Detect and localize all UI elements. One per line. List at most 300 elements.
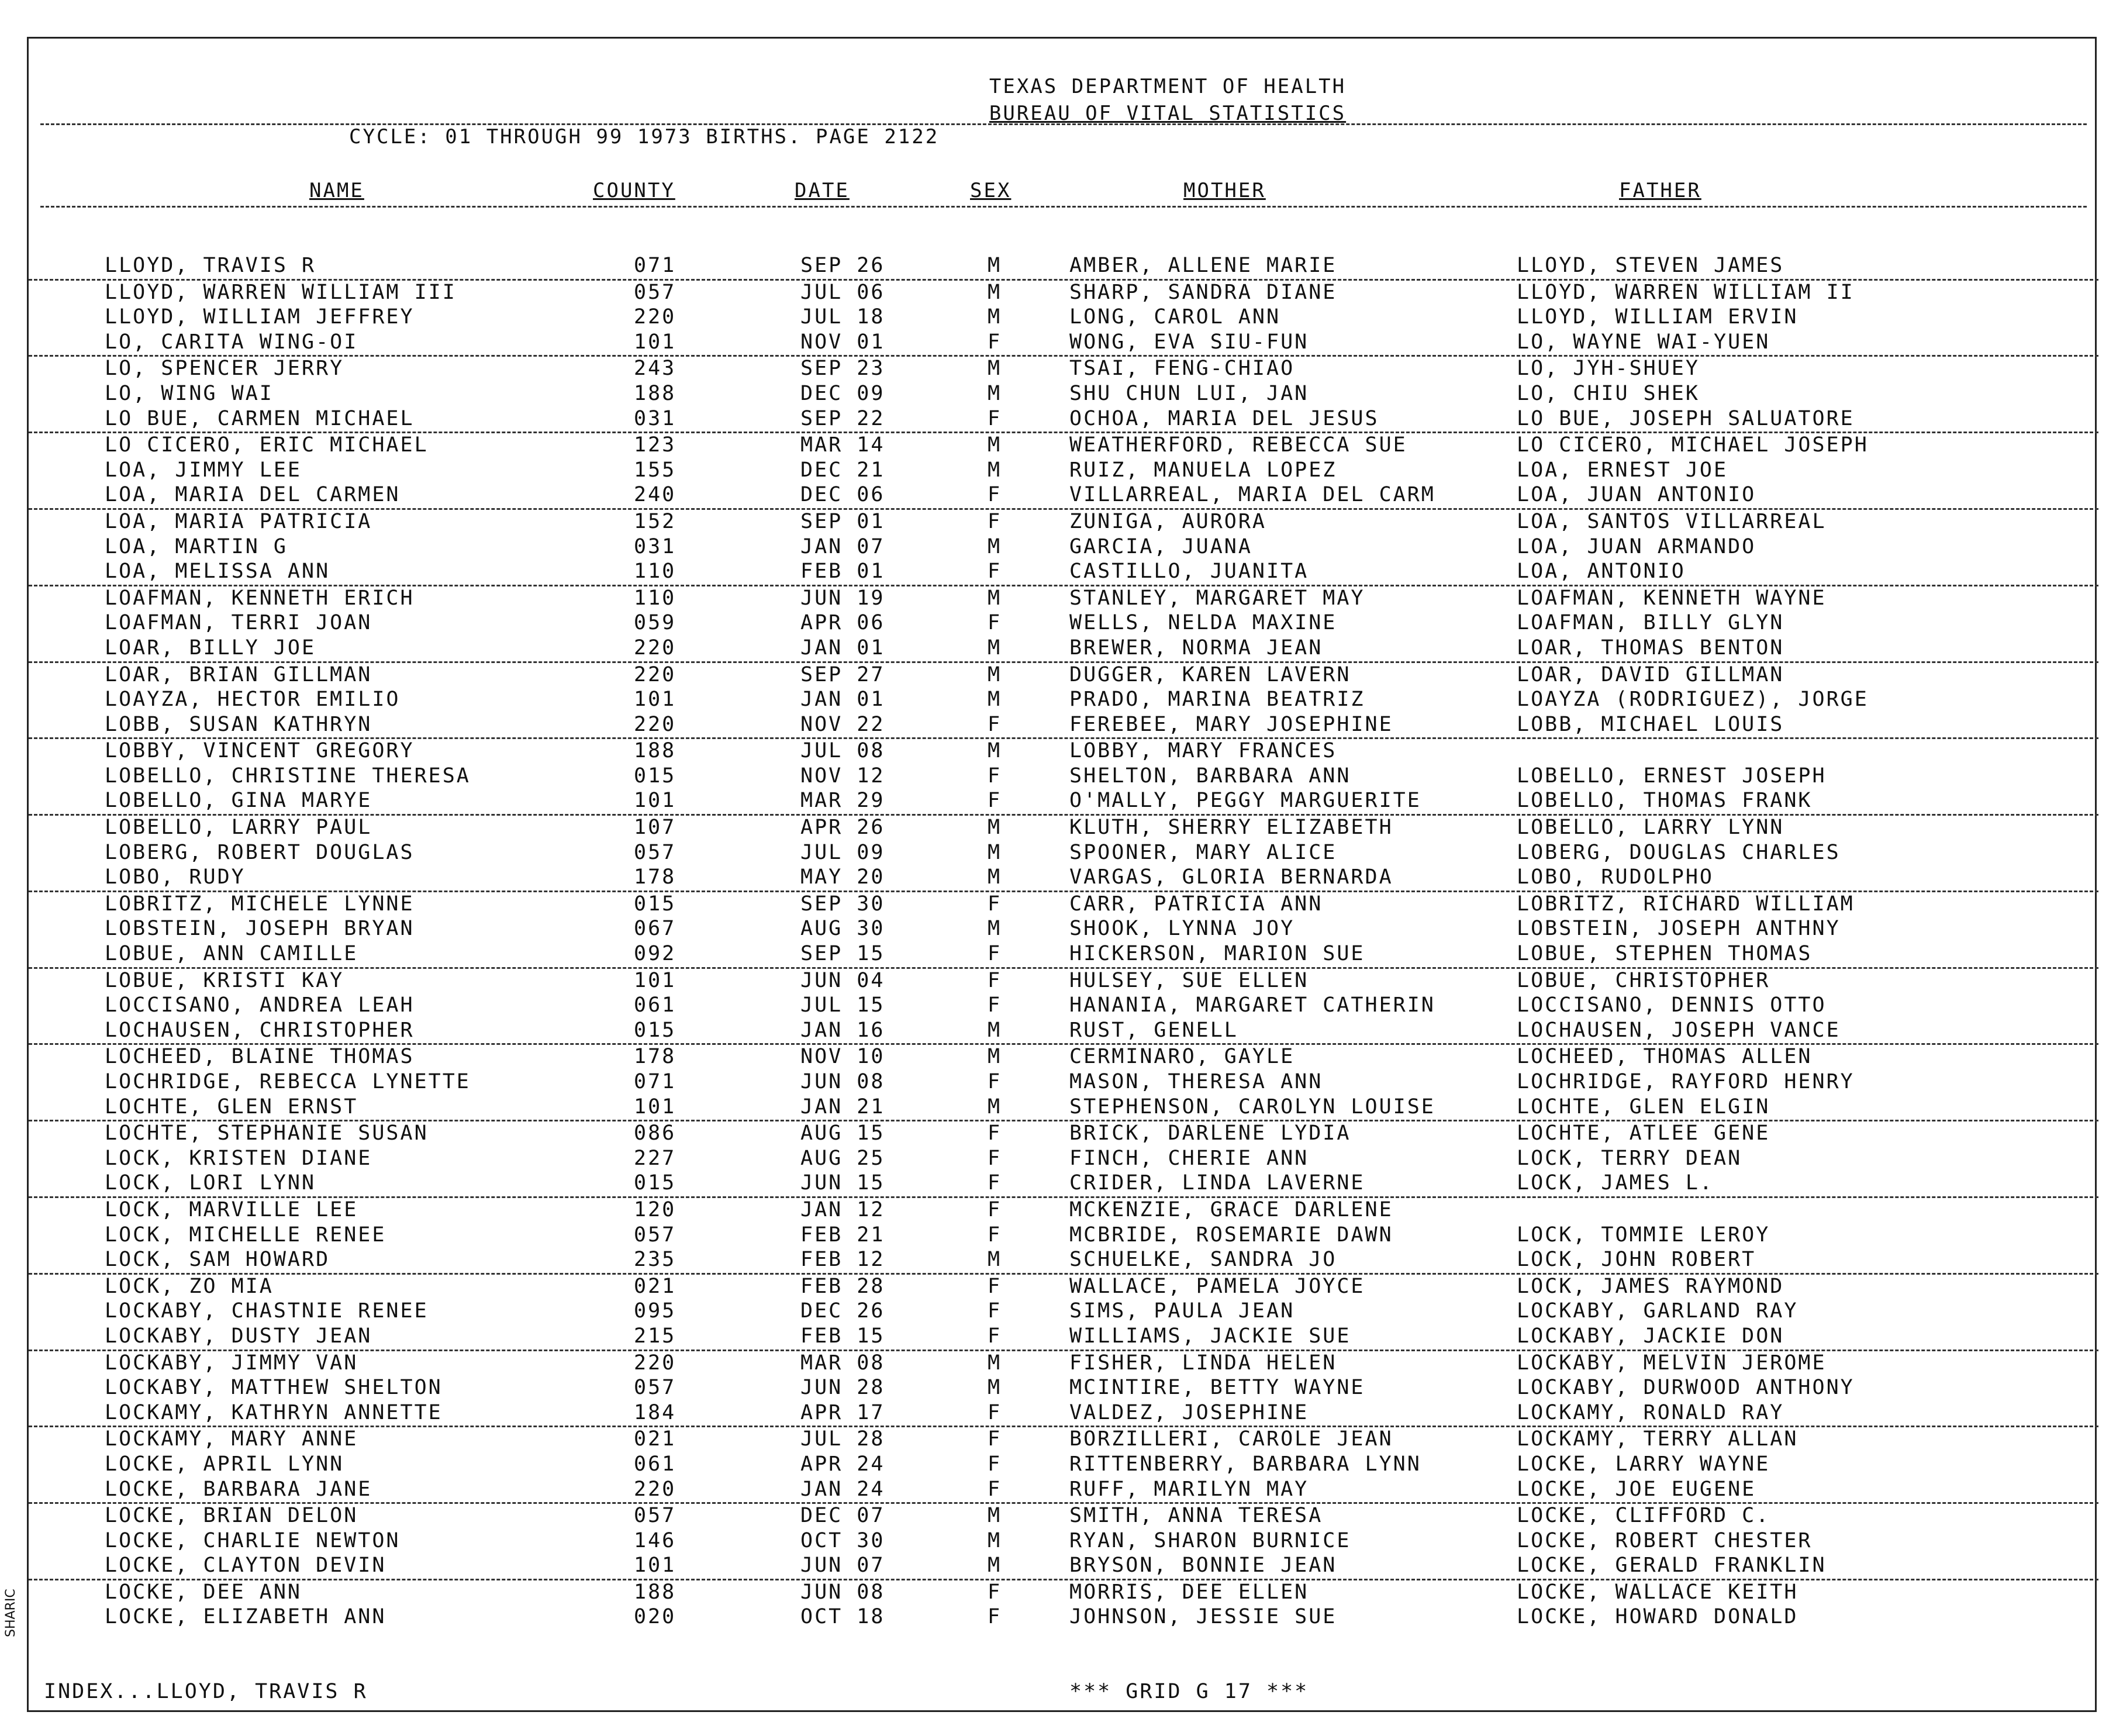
- cell-mother: CERMINARO, GAYLE: [1069, 1045, 1295, 1069]
- cell-sex: F: [988, 611, 1002, 635]
- cell-date: SEP 01: [800, 509, 885, 533]
- cell-sex: M: [988, 1095, 1002, 1119]
- cell-sex: F: [988, 560, 1002, 584]
- cell-sex: F: [988, 1605, 1002, 1629]
- cell-name: LOAFMAN, TERRI JOAN: [105, 611, 372, 635]
- cell-date: NOV 10: [800, 1045, 885, 1069]
- cell-name: LOBELLO, CHRISTINE THERESA: [105, 764, 471, 788]
- cell-mother: SMITH, ANNA TERESA: [1069, 1504, 1323, 1528]
- cell-date: JUL 08: [800, 739, 885, 763]
- table-row: [29, 330, 2098, 357]
- cell-father: LOAR, DAVID GILLMAN: [1517, 662, 1784, 686]
- table-row: [29, 305, 2098, 330]
- cell-date: JUN 04: [800, 968, 885, 992]
- cell-sex: M: [988, 840, 1002, 864]
- column-header-county: COUNTY: [593, 179, 675, 202]
- table-row: [29, 865, 2098, 892]
- cell-date: JAN 16: [800, 1018, 885, 1042]
- cell-county: 101: [634, 330, 676, 354]
- cell-county: 220: [634, 712, 676, 736]
- table-row: [29, 713, 2098, 740]
- cell-sex: M: [988, 917, 1002, 941]
- cell-name: LLOYD, TRAVIS R: [105, 254, 316, 277]
- bureau-title: BUREAU OF VITAL STATISTICS: [989, 102, 1347, 125]
- cell-date: SEP 15: [800, 942, 885, 966]
- cell-mother: BRYSON, BONNIE JEAN: [1069, 1554, 1337, 1578]
- cell-sex: M: [988, 1248, 1002, 1272]
- cell-mother: STEPHENSON, CAROLYN LOUISE: [1069, 1095, 1435, 1119]
- cell-sex: F: [988, 1452, 1002, 1476]
- cell-date: AUG 15: [800, 1121, 885, 1145]
- cell-father: LLOYD, WILLIAM ERVIN: [1517, 305, 1798, 329]
- cell-date: FEB 28: [800, 1274, 885, 1298]
- cell-sex: M: [988, 865, 1002, 889]
- cell-name: LOBO, RUDY: [105, 865, 246, 889]
- cell-county: 031: [634, 534, 676, 558]
- cell-county: 057: [634, 1504, 676, 1528]
- cell-county: 031: [634, 406, 676, 430]
- column-header-mother: MOTHER: [1183, 179, 1266, 202]
- cell-county: 061: [634, 993, 676, 1017]
- cell-name: LOBELLO, LARRY PAUL: [105, 816, 372, 840]
- cell-county: 067: [634, 917, 676, 941]
- cell-father: LOAR, THOMAS BENTON: [1517, 636, 1784, 660]
- cell-mother: AMBER, ALLENE MARIE: [1069, 254, 1337, 277]
- cell-father: LOCK, TERRY DEAN: [1517, 1146, 1742, 1170]
- cell-mother: STANLEY, MARGARET MAY: [1069, 586, 1365, 610]
- cell-mother: WEATHERFORD, REBECCA SUE: [1069, 433, 1407, 457]
- cell-father: LOCHAUSEN, JOSEPH VANCE: [1517, 1018, 1841, 1042]
- cell-county: 240: [634, 483, 676, 507]
- cell-name: LOAR, BRIAN GILLMAN: [105, 662, 372, 686]
- cell-sex: F: [988, 1324, 1002, 1348]
- cell-name: LOBBY, VINCENT GREGORY: [105, 739, 415, 763]
- table-row: [29, 1478, 2098, 1504]
- cell-name: LOCHAUSEN, CHRISTOPHER: [105, 1018, 415, 1042]
- cell-father: LO, JYH-SHUEY: [1517, 357, 1700, 381]
- cell-mother: RUST, GENELL: [1069, 1018, 1238, 1042]
- cell-name: LOA, MELISSA ANN: [105, 560, 330, 584]
- cell-name: LOCKABY, JIMMY VAN: [105, 1351, 358, 1375]
- cell-date: JAN 07: [800, 534, 885, 558]
- cell-sex: M: [988, 433, 1002, 457]
- cell-sex: F: [988, 712, 1002, 736]
- cell-father: LOCHTE, GLEN ELGIN: [1517, 1095, 1770, 1119]
- cell-father: LOCCISANO, DENNIS OTTO: [1517, 993, 1827, 1017]
- cell-date: JAN 01: [800, 636, 885, 660]
- cell-mother: RYAN, SHARON BURNICE: [1069, 1528, 1351, 1552]
- table-row: [29, 917, 2098, 942]
- cell-sex: F: [988, 1477, 1002, 1501]
- cell-mother: O'MALLY, PEGGY MARGUERITE: [1069, 789, 1421, 813]
- column-header-date: DATE: [795, 179, 850, 202]
- table-row: [29, 586, 2098, 612]
- cell-mother: TSAI, FENG-CHIAO: [1069, 357, 1295, 381]
- cell-mother: DUGGER, KAREN LAVERN: [1069, 662, 1351, 686]
- cell-name: LOA, MARIA PATRICIA: [105, 509, 372, 533]
- cell-sex: F: [988, 993, 1002, 1017]
- cell-sex: M: [988, 739, 1002, 763]
- cell-sex: M: [988, 1504, 1002, 1528]
- header-rule: [40, 123, 2087, 125]
- cell-sex: F: [988, 942, 1002, 966]
- cell-mother: CRIDER, LINDA LAVERNE: [1069, 1171, 1365, 1195]
- cell-father: LOCKAMY, TERRY ALLAN: [1517, 1427, 1798, 1451]
- cell-sex: M: [988, 458, 1002, 482]
- cell-date: JUL 28: [800, 1427, 885, 1451]
- cell-date: SEP 22: [800, 406, 885, 430]
- cell-county: 110: [634, 560, 676, 584]
- cell-name: LOAFMAN, KENNETH ERICH: [105, 586, 415, 610]
- cell-date: JUN 28: [800, 1376, 885, 1400]
- cell-father: LOCHEED, THOMAS ALLEN: [1517, 1045, 1813, 1069]
- cell-father: LOAFMAN, BILLY GLYN: [1517, 611, 1784, 635]
- table-row: [29, 942, 2098, 969]
- cell-sex: M: [988, 1554, 1002, 1578]
- cell-name: LOCKABY, CHASTNIE RENEE: [105, 1299, 429, 1323]
- cell-date: DEC 26: [800, 1299, 885, 1323]
- cell-date: MAR 29: [800, 789, 885, 813]
- cell-county: 243: [634, 357, 676, 381]
- cell-mother: LONG, CAROL ANN: [1069, 305, 1281, 329]
- cell-date: JUN 08: [800, 1070, 885, 1093]
- cell-county: 101: [634, 1095, 676, 1119]
- cell-date: JUN 08: [800, 1580, 885, 1604]
- table-row: [29, 458, 2098, 484]
- cell-sex: F: [988, 892, 1002, 916]
- table-row: [29, 407, 2098, 434]
- cell-name: LOCKE, CLAYTON DEVIN: [105, 1554, 386, 1578]
- cell-name: LOCHRIDGE, REBECCA LYNETTE: [105, 1070, 471, 1093]
- cell-name: LOCK, ZO MIA: [105, 1274, 274, 1298]
- cell-mother: BORZILLERI, CAROLE JEAN: [1069, 1427, 1393, 1451]
- cell-name: LOCKAMY, MARY ANNE: [105, 1427, 358, 1451]
- cell-date: APR 06: [800, 611, 885, 635]
- cell-county: 107: [634, 816, 676, 840]
- cell-sex: M: [988, 816, 1002, 840]
- cell-county: 015: [634, 1171, 676, 1195]
- cell-name: LOCK, LORI LYNN: [105, 1171, 316, 1195]
- cell-name: LOCKABY, MATTHEW SHELTON: [105, 1376, 443, 1400]
- table-row: [29, 1452, 2098, 1478]
- cell-county: 188: [634, 1580, 676, 1604]
- cell-county: 061: [634, 1452, 676, 1476]
- cell-mother: RUFF, MARILYN MAY: [1069, 1477, 1309, 1501]
- cell-father: LOBELLO, THOMAS FRANK: [1517, 789, 1813, 813]
- cell-sex: F: [988, 1171, 1002, 1195]
- cell-sex: F: [988, 789, 1002, 813]
- cell-name: LOBERG, ROBERT DOUGLAS: [105, 840, 415, 864]
- cell-sex: M: [988, 1045, 1002, 1069]
- table-row: [29, 1095, 2098, 1122]
- table-row: [29, 1299, 2098, 1324]
- cell-county: 059: [634, 611, 676, 635]
- cell-father: LOCKABY, GARLAND RAY: [1517, 1299, 1798, 1323]
- cell-father: LO, WAYNE WAI-YUEN: [1517, 330, 1770, 354]
- cell-county: 057: [634, 1376, 676, 1400]
- cell-name: LLOYD, WARREN WILLIAM III: [105, 280, 457, 304]
- cell-father: LOA, JUAN ANTONIO: [1517, 483, 1756, 507]
- cell-father: LLOYD, WARREN WILLIAM II: [1517, 280, 1855, 304]
- cell-name: LOCKAMY, KATHRYN ANNETTE: [105, 1400, 443, 1424]
- cell-mother: SPOONER, MARY ALICE: [1069, 840, 1337, 864]
- cell-father: LOAYZA (RODRIGUEZ), JORGE: [1517, 688, 1869, 712]
- cell-county: 146: [634, 1528, 676, 1552]
- cell-date: JUL 09: [800, 840, 885, 864]
- cell-father: LOCKE, GERALD FRANKLIN: [1517, 1554, 1827, 1578]
- cell-county: 178: [634, 1045, 676, 1069]
- cell-name: LOA, MARTIN G: [105, 534, 288, 558]
- table-row: [29, 1070, 2098, 1095]
- index-footer: INDEX...LLOYD, TRAVIS R: [44, 1680, 368, 1703]
- cell-sex: F: [988, 1580, 1002, 1604]
- cell-name: LOCHTE, STEPHANIE SUSAN: [105, 1121, 429, 1145]
- cell-mother: SHELTON, BARBARA ANN: [1069, 764, 1351, 788]
- cell-sex: F: [988, 406, 1002, 430]
- cell-date: FEB 15: [800, 1324, 885, 1348]
- cell-county: 015: [634, 1018, 676, 1042]
- table-row: [29, 1529, 2098, 1554]
- cell-sex: F: [988, 509, 1002, 533]
- cell-date: JUL 18: [800, 305, 885, 329]
- column-header-father: FATHER: [1619, 179, 1701, 202]
- table-row: [29, 1147, 2098, 1172]
- cell-father: LOBELLO, ERNEST JOSEPH: [1517, 764, 1827, 788]
- cell-father: LOCKE, CLIFFORD C.: [1517, 1504, 1770, 1528]
- cell-name: LLOYD, WILLIAM JEFFREY: [105, 305, 415, 329]
- cell-mother: FEREBEE, MARY JOSEPHINE: [1069, 712, 1393, 736]
- cell-date: FEB 21: [800, 1223, 885, 1247]
- table-row: [29, 1171, 2098, 1198]
- cell-sex: M: [988, 1376, 1002, 1400]
- table-row: [29, 663, 2098, 688]
- cell-mother: HULSEY, SUE ELLEN: [1069, 968, 1309, 992]
- cell-name: LO CICERO, ERIC MICHAEL: [105, 433, 429, 457]
- cell-mother: KLUTH, SHERRY ELIZABETH: [1069, 816, 1393, 840]
- cell-sex: F: [988, 764, 1002, 788]
- cell-sex: F: [988, 1274, 1002, 1298]
- cell-county: 235: [634, 1248, 676, 1272]
- cell-sex: F: [988, 1223, 1002, 1247]
- cell-county: 123: [634, 433, 676, 457]
- table-row: [29, 1121, 2098, 1147]
- cell-name: LO, SPENCER JERRY: [105, 357, 344, 381]
- table-row: [29, 1605, 2098, 1630]
- cell-name: LOCK, SAM HOWARD: [105, 1248, 330, 1272]
- cell-county: 220: [634, 1351, 676, 1375]
- cell-name: LO, WING WAI: [105, 381, 274, 405]
- cell-mother: RUIZ, MANUELA LOPEZ: [1069, 458, 1337, 482]
- table-row: [29, 1376, 2098, 1401]
- cell-county: 101: [634, 688, 676, 712]
- cell-father: LOCHRIDGE, RAYFORD HENRY: [1517, 1070, 1855, 1093]
- cell-mother: GARCIA, JUANA: [1069, 534, 1252, 558]
- table-row: [29, 1351, 2098, 1376]
- grid-footer: *** GRID G 17 ***: [1069, 1680, 1309, 1703]
- cell-name: LOCK, KRISTEN DIANE: [105, 1146, 372, 1170]
- cell-mother: HANANIA, MARGARET CATHERIN: [1069, 993, 1435, 1017]
- cell-county: 071: [634, 254, 676, 277]
- table-row: [29, 764, 2098, 789]
- cell-date: OCT 18: [800, 1605, 885, 1629]
- cell-mother: SHOOK, LYNNA JOY: [1069, 917, 1295, 941]
- cell-date: JUN 19: [800, 586, 885, 610]
- cell-sex: F: [988, 483, 1002, 507]
- cell-mother: MASON, THERESA ANN: [1069, 1070, 1323, 1093]
- cell-name: LOA, MARIA DEL CARMEN: [105, 483, 401, 507]
- cell-father: LOCKE, JOE EUGENE: [1517, 1477, 1756, 1501]
- cell-date: MAR 08: [800, 1351, 885, 1375]
- cell-county: 227: [634, 1146, 676, 1170]
- table-row: [29, 510, 2098, 535]
- cell-county: 057: [634, 840, 676, 864]
- cell-county: 057: [634, 1223, 676, 1247]
- cell-name: LOCHTE, GLEN ERNST: [105, 1095, 358, 1119]
- cell-mother: WILLIAMS, JACKIE SUE: [1069, 1324, 1351, 1348]
- cell-mother: SHU CHUN LUI, JAN: [1069, 381, 1309, 405]
- cell-father: LOBB, MICHAEL LOUIS: [1517, 712, 1784, 736]
- cell-sex: M: [988, 586, 1002, 610]
- cell-sex: M: [988, 280, 1002, 304]
- cell-mother: OCHOA, MARIA DEL JESUS: [1069, 406, 1379, 430]
- cell-date: APR 24: [800, 1452, 885, 1476]
- cell-sex: F: [988, 1070, 1002, 1093]
- cell-name: LOAR, BILLY JOE: [105, 636, 316, 660]
- cell-mother: VILLARREAL, MARIA DEL CARM: [1069, 483, 1435, 507]
- cell-county: 152: [634, 509, 676, 533]
- table-row: [29, 254, 2098, 281]
- cell-father: LOBELLO, LARRY LYNN: [1517, 816, 1784, 840]
- cell-father: LOCKE, ROBERT CHESTER: [1517, 1528, 1813, 1552]
- cell-county: 184: [634, 1400, 676, 1424]
- cell-name: LOCKE, CHARLIE NEWTON: [105, 1528, 401, 1552]
- cell-county: 020: [634, 1605, 676, 1629]
- cell-date: NOV 22: [800, 712, 885, 736]
- cell-name: LOCCISANO, ANDREA LEAH: [105, 993, 415, 1017]
- table-row: [29, 281, 2098, 306]
- cell-father: LOCKE, WALLACE KEITH: [1517, 1580, 1798, 1604]
- cell-county: 215: [634, 1324, 676, 1348]
- cell-county: 092: [634, 942, 676, 966]
- cell-date: MAR 14: [800, 433, 885, 457]
- cell-date: JAN 12: [800, 1197, 885, 1221]
- table-row: [29, 1427, 2098, 1452]
- cell-mother: FISHER, LINDA HELEN: [1069, 1351, 1337, 1375]
- cell-father: LOA, SANTOS VILLARREAL: [1517, 509, 1827, 533]
- cell-sex: M: [988, 1351, 1002, 1375]
- cell-county: 220: [634, 1477, 676, 1501]
- cell-date: APR 17: [800, 1400, 885, 1424]
- cell-date: NOV 12: [800, 764, 885, 788]
- side-label: SHARIC: [4, 1589, 18, 1637]
- cell-county: 015: [634, 764, 676, 788]
- cell-sex: F: [988, 1427, 1002, 1451]
- cell-date: JUN 15: [800, 1171, 885, 1195]
- index-page: [27, 37, 2097, 1712]
- cell-father: LOCHTE, ATLEE GENE: [1517, 1121, 1770, 1145]
- cell-county: 188: [634, 739, 676, 763]
- cell-county: 071: [634, 1070, 676, 1093]
- cell-sex: M: [988, 357, 1002, 381]
- cell-father: LO CICERO, MICHAEL JOSEPH: [1517, 433, 1869, 457]
- cell-father: LOCKABY, JACKIE DON: [1517, 1324, 1784, 1348]
- cell-name: LOA, JIMMY LEE: [105, 458, 302, 482]
- record-list: [29, 254, 2098, 1630]
- table-row: [29, 1248, 2098, 1275]
- cell-mother: CASTILLO, JUANITA: [1069, 560, 1309, 584]
- cell-father: LOBO, RUDOLPHO: [1517, 865, 1714, 889]
- cell-county: 110: [634, 586, 676, 610]
- cell-father: LOCKE, LARRY WAYNE: [1517, 1452, 1770, 1476]
- cell-name: LOCKE, BRIAN DELON: [105, 1504, 358, 1528]
- cell-mother: MCKENZIE, GRACE DARLENE: [1069, 1197, 1393, 1221]
- cell-father: LO BUE, JOSEPH SALUATORE: [1517, 406, 1855, 430]
- cell-father: LOAFMAN, KENNETH WAYNE: [1517, 586, 1827, 610]
- cell-date: FEB 01: [800, 560, 885, 584]
- cell-date: JUL 15: [800, 993, 885, 1017]
- table-row: [29, 1045, 2098, 1070]
- cell-sex: M: [988, 636, 1002, 660]
- cell-father: LOBUE, STEPHEN THOMAS: [1517, 942, 1813, 966]
- cell-county: 178: [634, 865, 676, 889]
- table-row: [29, 1275, 2098, 1300]
- cell-date: DEC 21: [800, 458, 885, 482]
- cell-name: LOCKE, APRIL LYNN: [105, 1452, 344, 1476]
- cell-sex: M: [988, 381, 1002, 405]
- cell-county: 120: [634, 1197, 676, 1221]
- cell-name: LOCK, MICHELLE RENEE: [105, 1223, 386, 1247]
- table-row: [29, 892, 2098, 917]
- cell-name: LO BUE, CARMEN MICHAEL: [105, 406, 415, 430]
- cell-mother: BREWER, NORMA JEAN: [1069, 636, 1323, 660]
- cell-mother: WONG, EVA SIU-FUN: [1069, 330, 1309, 354]
- cell-father: LOCK, TOMMIE LEROY: [1517, 1223, 1770, 1247]
- table-row: [29, 560, 2098, 586]
- table-row: [29, 1223, 2098, 1248]
- cell-father: LOCK, JAMES L.: [1517, 1171, 1714, 1195]
- cell-name: LOCKE, ELIZABETH ANN: [105, 1605, 386, 1629]
- cell-name: LOCKE, BARBARA JANE: [105, 1477, 372, 1501]
- cell-mother: CARR, PATRICIA ANN: [1069, 892, 1323, 916]
- cell-date: SEP 27: [800, 662, 885, 686]
- cell-sex: F: [988, 1299, 1002, 1323]
- cell-sex: F: [988, 1400, 1002, 1424]
- cell-name: LOBELLO, GINA MARYE: [105, 789, 372, 813]
- cell-name: LOCKABY, DUSTY JEAN: [105, 1324, 372, 1348]
- cell-sex: M: [988, 254, 1002, 277]
- cell-sex: M: [988, 305, 1002, 329]
- table-row: [29, 382, 2098, 407]
- table-row: [29, 1504, 2098, 1529]
- cell-name: LOCK, MARVILLE LEE: [105, 1197, 358, 1221]
- cell-father: LOBERG, DOUGLAS CHARLES: [1517, 840, 1841, 864]
- table-row: [29, 1324, 2098, 1351]
- cell-father: LOA, ANTONIO: [1517, 560, 1686, 584]
- cell-date: DEC 09: [800, 381, 885, 405]
- cell-date: NOV 01: [800, 330, 885, 354]
- cell-name: LOCKE, DEE ANN: [105, 1580, 302, 1604]
- cell-mother: WALLACE, PAMELA JOYCE: [1069, 1274, 1365, 1298]
- table-row: [29, 1019, 2098, 1045]
- cell-name: LOBUE, ANN CAMILLE: [105, 942, 358, 966]
- cell-county: 021: [634, 1427, 676, 1451]
- cell-father: LOA, JUAN ARMANDO: [1517, 534, 1756, 558]
- cell-date: SEP 30: [800, 892, 885, 916]
- cell-sex: M: [988, 534, 1002, 558]
- cell-father: LOCKABY, MELVIN JEROME: [1517, 1351, 1827, 1375]
- cell-county: 057: [634, 280, 676, 304]
- cell-date: AUG 30: [800, 917, 885, 941]
